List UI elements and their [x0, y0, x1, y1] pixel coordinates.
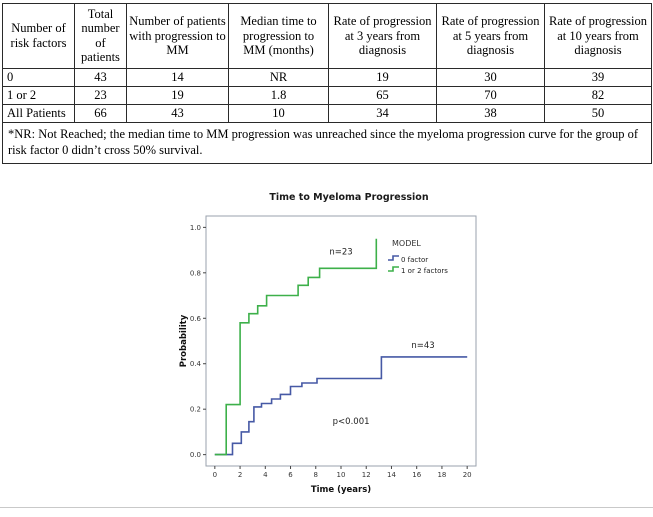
table-cell: 38 — [437, 104, 545, 122]
x-tick-label: 12 — [361, 471, 371, 479]
y-tick-label: 0.2 — [189, 405, 201, 414]
x-tick-label: 10 — [336, 471, 346, 479]
table-row — [3, 68, 652, 86]
table-header-cell-2: Number of patients with progression to MM — [127, 4, 229, 69]
legend-label: 1 or 2 factors — [401, 267, 448, 275]
table-row — [3, 86, 652, 104]
y-tick-label: 0.6 — [189, 314, 201, 323]
page-bottom-divider — [0, 507, 653, 508]
table-body — [3, 68, 652, 122]
table-cell: 0 — [3, 68, 75, 86]
table-cell: 43 — [127, 104, 229, 122]
risk-factors-table — [2, 3, 652, 164]
table-cell: 19 — [127, 86, 229, 104]
y-tick-label: 0.8 — [189, 269, 201, 278]
table-header — [3, 4, 652, 69]
table-header-cell-1: Total number of patients — [75, 4, 127, 69]
table-cell: 30 — [437, 68, 545, 86]
chart-title: Time to Myeloma Progression — [269, 192, 429, 203]
table-cell: 50 — [545, 104, 652, 122]
table-cell: 10 — [229, 104, 329, 122]
legend-title: MODEL — [392, 239, 421, 248]
table-cell: 70 — [437, 86, 545, 104]
table-cell: NR — [229, 68, 329, 86]
table-header-cell-3: Median time to progression to MM (months) — [229, 4, 329, 69]
table-cell: 43 — [75, 68, 127, 86]
y-axis-label: Probability — [179, 314, 189, 368]
table-cell: 39 — [545, 68, 652, 86]
x-tick-label: 2 — [237, 471, 243, 479]
km-chart-container — [176, 186, 492, 508]
table-footnote-row — [3, 122, 652, 164]
x-tick-label: 14 — [387, 471, 396, 479]
table-cell: 34 — [329, 104, 437, 122]
legend-marker — [388, 267, 399, 271]
table-row — [3, 104, 652, 122]
annotation: n=23 — [329, 247, 353, 258]
y-tick-label: 0.0 — [189, 451, 201, 460]
table-cell: 1.8 — [229, 86, 329, 104]
x-tick-label: 4 — [263, 471, 268, 479]
x-tick-label: 18 — [437, 471, 447, 479]
km-chart — [176, 186, 492, 508]
series-0-factor — [215, 357, 467, 455]
table-cell: 1 or 2 — [3, 86, 75, 104]
x-axis-label: Time (years) — [310, 485, 372, 495]
x-tick-label: 0 — [212, 471, 218, 479]
x-tick-label: 8 — [313, 471, 319, 479]
y-tick-label: 0.4 — [189, 360, 201, 369]
table-header-cell-4: Rate of progression at 3 years from diagnosis — [329, 4, 437, 69]
x-tick-label: 16 — [412, 471, 422, 479]
legend-marker — [388, 256, 399, 260]
table-footnote: *NR: Not Reached; the median time to MM progression was unreached since the myeloma progression curve for the group of risk factor 0 didn’t cross 50% survival. — [3, 122, 652, 164]
table-header-row — [3, 4, 652, 69]
table-header-cell-0: Number of risk factors — [3, 4, 75, 69]
y-tick-label: 1.0 — [189, 223, 201, 232]
table-cell: All Patients — [3, 104, 75, 122]
annotation: n=43 — [411, 340, 435, 351]
table-cell: 82 — [545, 86, 652, 104]
table-cell: 66 — [75, 104, 127, 122]
table-cell: 23 — [75, 86, 127, 104]
annotation: p<0.001 — [332, 416, 370, 427]
x-tick-label: 6 — [288, 471, 293, 479]
legend-label: 0 factor — [401, 256, 429, 264]
table-cell: 14 — [127, 68, 229, 86]
x-tick-label: 20 — [462, 471, 472, 479]
table-header-cell-5: Rate of progression at 5 years from diagnosis — [437, 4, 545, 69]
table-cell: 65 — [329, 86, 437, 104]
table-header-cell-6: Rate of progression at 10 years from diagnosis — [545, 4, 652, 69]
table-cell: 19 — [329, 68, 437, 86]
